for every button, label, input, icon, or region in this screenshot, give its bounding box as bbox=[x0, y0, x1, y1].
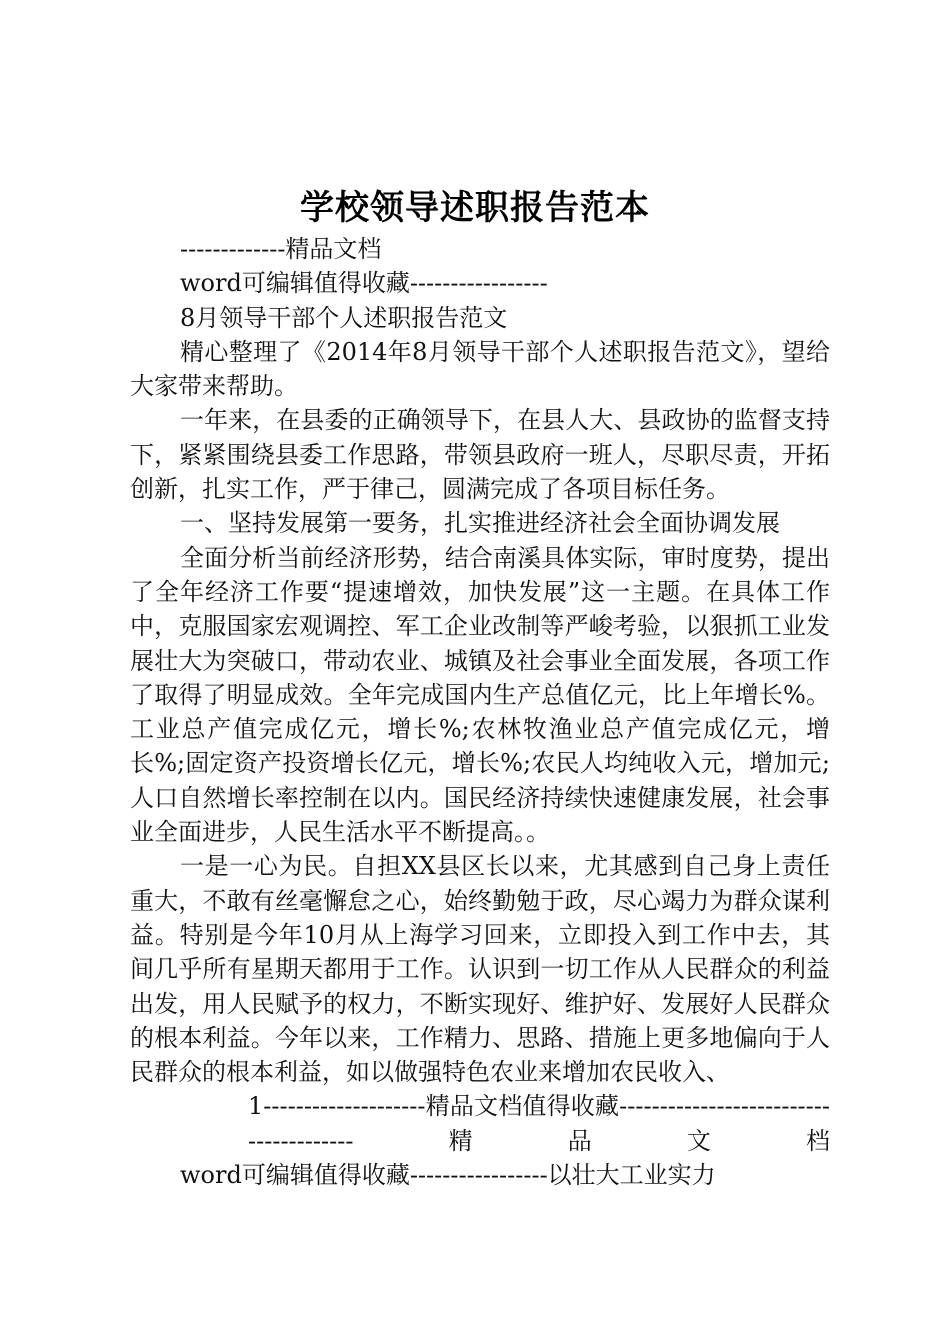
header-editable-line: word可编辑值得收藏----------------- bbox=[180, 269, 548, 298]
footer-continuation-line: word可编辑值得收藏-----------------以壮大工业实力 bbox=[180, 1161, 716, 1190]
overview-paragraph: 一年来，在县委的正确领导下，在县人大、县政协的监督支持下，紧紧围绕县委工作思路，带领县政府一班人，尽职尽责，开拓创新，扎实工作，严于律己，圆满完成了各项目标任务。 bbox=[130, 406, 830, 504]
intro-paragraph: 精心整理了《2014年8月领导干部个人述职报告范文》，望给大家带来帮助。 bbox=[130, 337, 830, 401]
header-dashes-line: -------------精品文档 bbox=[180, 235, 382, 263]
people-paragraph: 一是一心为民。自担XX县区长以来，尤其感到自己身上责任重大，不敢有丝毫懈怠之心，始终勤勉于政，尽心竭力为群众谋利益。特别是今年10月从上海学习回来，立即投入到工作中去，其间几乎所有星期天都用于工作。认识到一切工作从人民群众的利益出发，用人民赋予的权力，不断实现好、维护好、发展好人民群众的根本利益。今年以来，工作精力、思路、措施上更多地偏向于人民群众的根本利益，如以做强特色农业来增加农民收入、 bbox=[130, 852, 830, 1087]
section-heading-1: 一、坚持发展第一要务，扎实推进经济社会全面协调发展 bbox=[180, 509, 780, 538]
document-title: 学校领导述职报告范本 bbox=[300, 188, 650, 228]
subtitle-line: 8月领导干部个人述职报告范文 bbox=[180, 303, 508, 332]
footer-watermark-line: 1--------------------精品文档值得收藏---------------------------------------精品文档 bbox=[248, 1092, 830, 1155]
economy-paragraph: 全面分析当前经济形势，结合南溪具体实际，审时度势，提出了全年经济工作要“提速增效，加快发展”这一主题。在具体工作中，克服国家宏观调控、军工企业改制等严峻考验，以狠抓工业发展壮大为突破口，带动农业、城镇及社会事业全面发展，各项工作了取得了明显成效。全年完成国内生产总值亿元，比上年增长%。工业总产值完成亿元，增长%;农林牧渔业总产值完成亿元，增长%;固定资产投资增长亿元，增长%;农民人均纯收入元，增加元;人口自然增长率控制在以内。国民经济持续快速健康发展，社会事业全面进步，人民生活水平不断提高。。 bbox=[130, 543, 830, 847]
document-body bbox=[130, 232, 830, 1192]
